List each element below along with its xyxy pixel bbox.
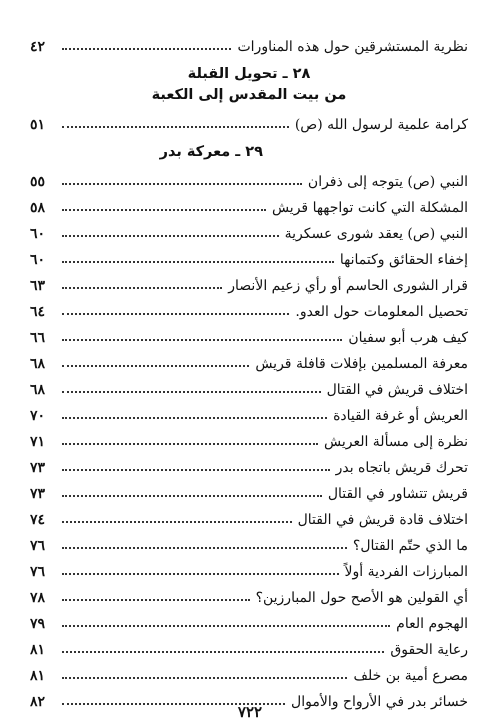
toc-entry [30,449,468,475]
dot-leader [62,209,266,211]
section-28-subheading: من بيت المقدس إلى الكعبة [151,87,347,103]
toc-entry [30,189,468,215]
entry-page: ٧٤ [30,512,46,528]
section-29-list [30,163,468,709]
dot-leader [62,365,249,367]
dot-leader [62,417,327,419]
dot-leader [62,573,339,575]
dot-leader [62,287,222,289]
entry-page: ٦٠ [30,226,46,242]
section-29-heading: ٢٩ ـ معركة بدر [159,144,263,160]
dot-leader [62,235,279,237]
entry-title: إخفاء الحقائق وكتمانها [339,252,468,268]
toc-entry [30,475,468,501]
entry-title: الهجوم العام [396,616,468,632]
toc-entry [30,527,468,553]
entry-title: النبي (ص) يتوجه إلى ذفران [307,174,468,190]
entry-title: ما الذي حتّم القتال؟ [352,538,468,554]
entry-title: خسائر بدر في الأرواح والأموال [291,694,468,710]
entry-page: ٨١ [30,642,46,658]
toc-entry [30,28,468,54]
entry-title: تحرك قريش باتجاه بدر [335,460,468,476]
dot-leader [62,126,289,128]
entry-page: ٧٣ [30,486,46,502]
toc-entry [30,553,468,579]
entry-title: المشكلة التي كانت تواجهها قريش [271,200,468,216]
dot-leader [62,183,302,185]
entry-title: تحصيل المعلومات حول العدو. [295,304,468,320]
entry-title: أي القولين هو الأصح حول المبارزين؟ [255,590,468,606]
entry-title: نظرة إلى مسألة العريش [323,434,468,450]
toc-entry [30,657,468,683]
dot-leader [62,313,289,315]
entry-title: قريش تتشاور في القتال [327,486,468,502]
entry-title: المبارزات الفردية أولاً [344,564,468,580]
entry-page: ٥٨ [30,200,46,216]
toc-entry [30,579,468,605]
toc-entries [30,28,468,709]
entry-title: رعاية الحقوق [390,642,468,658]
entry-title: العريش أو غرفة القيادة [333,408,468,424]
entry-page: ٤٢ [30,39,46,55]
entry-title: معرفة المسلمين بإفلات قافلة قريش [255,356,468,372]
entry-page: ٧٦ [30,538,46,554]
entry-page: ٦٠ [30,252,46,268]
dot-leader [62,469,330,471]
entry-page: ٧١ [30,434,46,450]
toc-entry [30,371,468,397]
entry-page: ٨١ [30,668,46,684]
dot-leader [62,495,322,497]
section-28-heading: ٢٨ ـ تحويل القبلة [187,66,311,82]
entry-title: النبي (ص) يعقد شورى عسكرية [284,226,468,242]
dot-leader [62,677,347,679]
entry-title: مصرع أمية بن خلف [353,668,468,684]
entry-title: اختلاف قريش في القتال [326,382,468,398]
entry-title: اختلاف قادة قريش في القتال [297,512,468,528]
page-number: ٧٢٢ [237,703,263,721]
dot-leader [62,625,390,627]
entry-page: ٥٥ [30,174,46,190]
entry-page: ٦٨ [30,356,46,372]
dot-leader [62,391,321,393]
toc-entry [30,501,468,527]
toc-entry [30,215,468,241]
entry-page: ٦٤ [30,304,46,320]
toc-entry [30,423,468,449]
toc-entry [30,293,468,319]
toc-entry [30,631,468,657]
dot-leader [62,521,292,523]
entry-page: ٨٢ [30,694,46,710]
toc-entry [30,319,468,345]
entry-page: ٥١ [30,117,46,133]
dot-leader [62,547,347,549]
entry-page: ٧٠ [30,408,46,424]
toc-entry [30,345,468,371]
entry-page: ٦٦ [30,330,46,346]
entry-page: ٧٩ [30,616,46,632]
dot-leader [62,651,384,653]
dot-leader [62,443,318,445]
entry-page: ٦٨ [30,382,46,398]
entry-page: ٧٣ [30,460,46,476]
dot-leader [62,599,250,601]
entry-title: كيف هرب أبو سفيان [348,330,468,346]
toc-entry [30,267,468,293]
dot-leader [62,339,342,341]
entry-title: نظرية المستشرقين حول هذه المناورات [237,39,468,55]
toc-entry [30,241,468,267]
entry-page: ٦٣ [30,278,46,294]
toc-entry [30,397,468,423]
entry-page: ٧٨ [30,590,46,606]
toc-entry [30,605,468,631]
toc-entry [30,163,468,189]
entry-page: ٧٦ [30,564,46,580]
toc-entry [30,106,468,132]
dot-leader [62,261,334,263]
entry-title: قرار الشورى الحاسم أو رأي زعيم الأنصار [228,278,468,294]
dot-leader [62,48,231,50]
entry-title: كرامة علمية لرسول الله (ص) [294,117,468,133]
